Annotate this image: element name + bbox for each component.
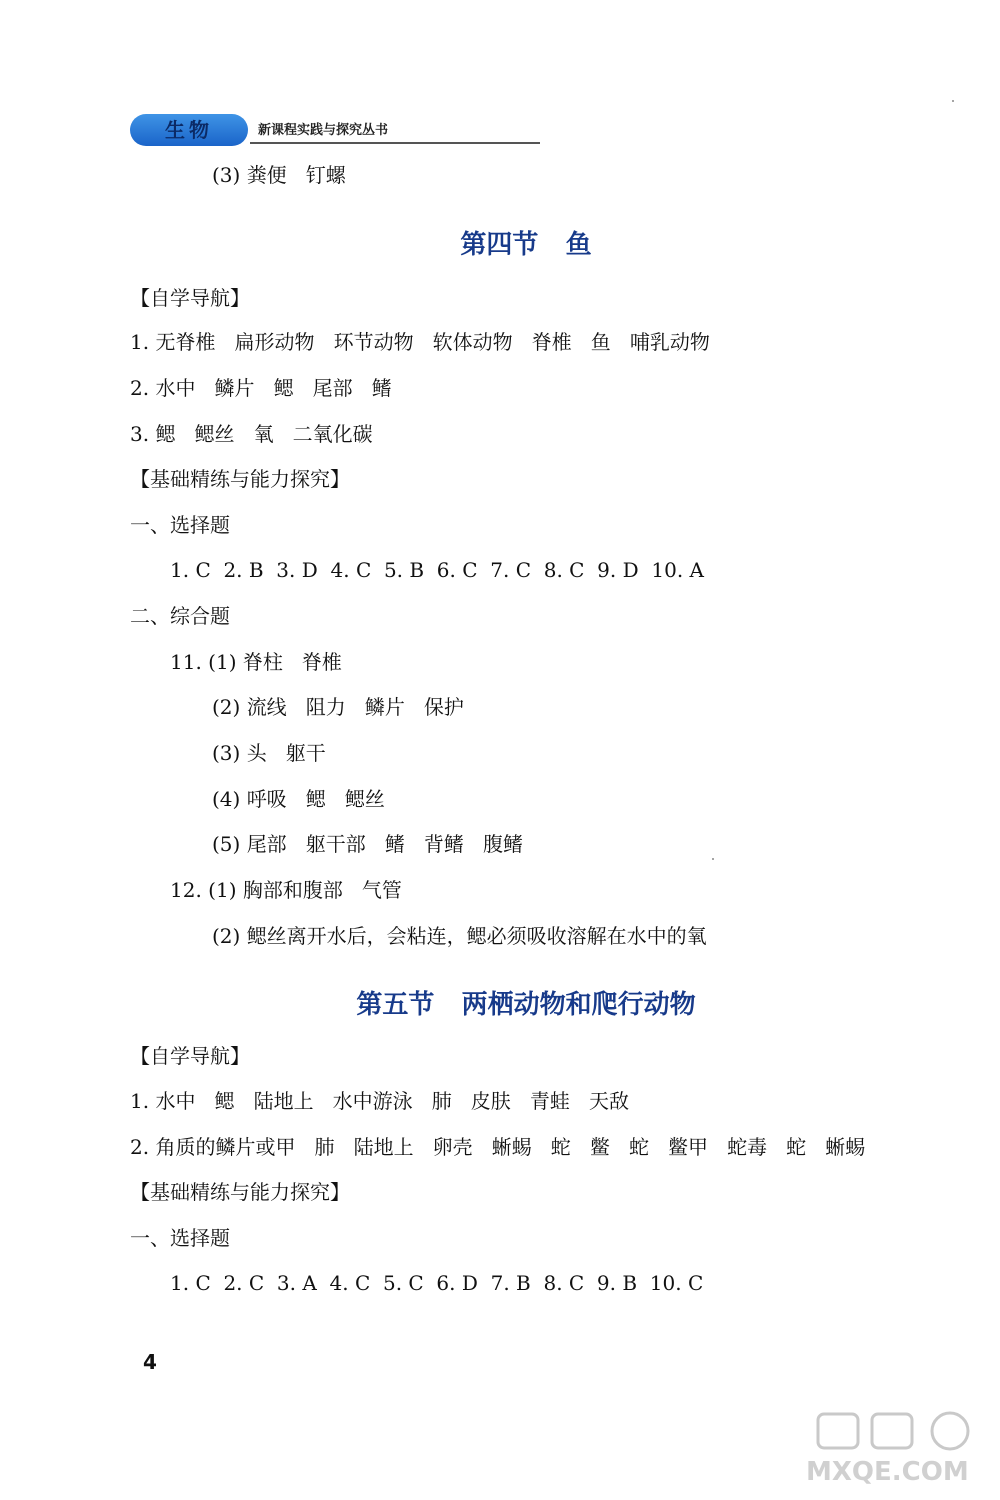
answer-line: (4) 呼吸 鳃 鳃丝 xyxy=(212,787,385,811)
choice-answers: 1. C 2. B 3. D 4. C 5. B 6. C 7. C 8. C 9. D 10. A xyxy=(170,558,704,582)
scan-speck xyxy=(712,858,714,860)
choice-answers: 1. C 2. C 3. A 4. C 5. C 6. D 7. B 8. C 9. B 10. C xyxy=(170,1271,704,1295)
watermark-logo xyxy=(800,1410,990,1490)
question-type-heading: 一、选择题 xyxy=(130,513,230,537)
question-type-heading: 一、选择题 xyxy=(130,1226,230,1250)
answer-line: 1. 水中 鳃 陆地上 水中游泳 肺 皮肤 青蛙 天敌 xyxy=(130,1089,629,1113)
answer-line: 12. (1) 胸部和腹部 气管 xyxy=(170,878,402,902)
answer-line: 2. 角质的鳞片或甲 肺 陆地上 卵壳 蜥蜴 蛇 鳖 蛇 鳖甲 蛇毒 蛇 蜥蜴 xyxy=(130,1135,866,1159)
answer-line: (3) 粪便 钉螺 xyxy=(212,163,346,187)
answer-line: 2. 水中 鳞片 鳃 尾部 鳍 xyxy=(130,376,392,400)
watermark-text: MXQE.COM xyxy=(806,1457,969,1487)
page-header xyxy=(130,114,410,146)
section-title-amphibians-reptiles: 第五节 两栖动物和爬行动物 xyxy=(356,990,696,1020)
answer-line: 3. 鳃 鳃丝 氧 二氧化碳 xyxy=(130,422,373,446)
header-rule xyxy=(250,142,540,144)
subsection-heading: 【基础精练与能力探究】 xyxy=(130,467,350,491)
answer-line: (5) 尾部 躯干部 鳍 背鳍 腹鳍 xyxy=(212,832,523,856)
page-number: 4 xyxy=(143,1350,157,1374)
answer-line: (3) 头 躯干 xyxy=(212,741,326,765)
section-title-fish: 第四节 鱼 xyxy=(460,230,592,260)
subsection-heading: 【基础精练与能力探究】 xyxy=(130,1180,350,1204)
answer-line: 1. 无脊椎 扁形动物 环节动物 软体动物 脊椎 鱼 哺乳动物 xyxy=(130,330,710,354)
question-type-heading: 二、综合题 xyxy=(130,604,230,628)
subsection-heading: 【自学导航】 xyxy=(130,1044,250,1068)
series-title: 新课程实践与探究丛书 xyxy=(258,123,389,138)
scan-speck xyxy=(952,100,954,102)
subject-badge-label: 生物 xyxy=(165,118,213,142)
answer-line: (2) 流线 阻力 鳞片 保护 xyxy=(212,695,464,719)
subsection-heading: 【自学导航】 xyxy=(130,286,250,310)
answer-line: 11. (1) 脊柱 脊椎 xyxy=(170,650,342,674)
answer-line: (2) 鳃丝离开水后，会粘连，鳃必须吸收溶解在水中的氧 xyxy=(212,924,707,948)
